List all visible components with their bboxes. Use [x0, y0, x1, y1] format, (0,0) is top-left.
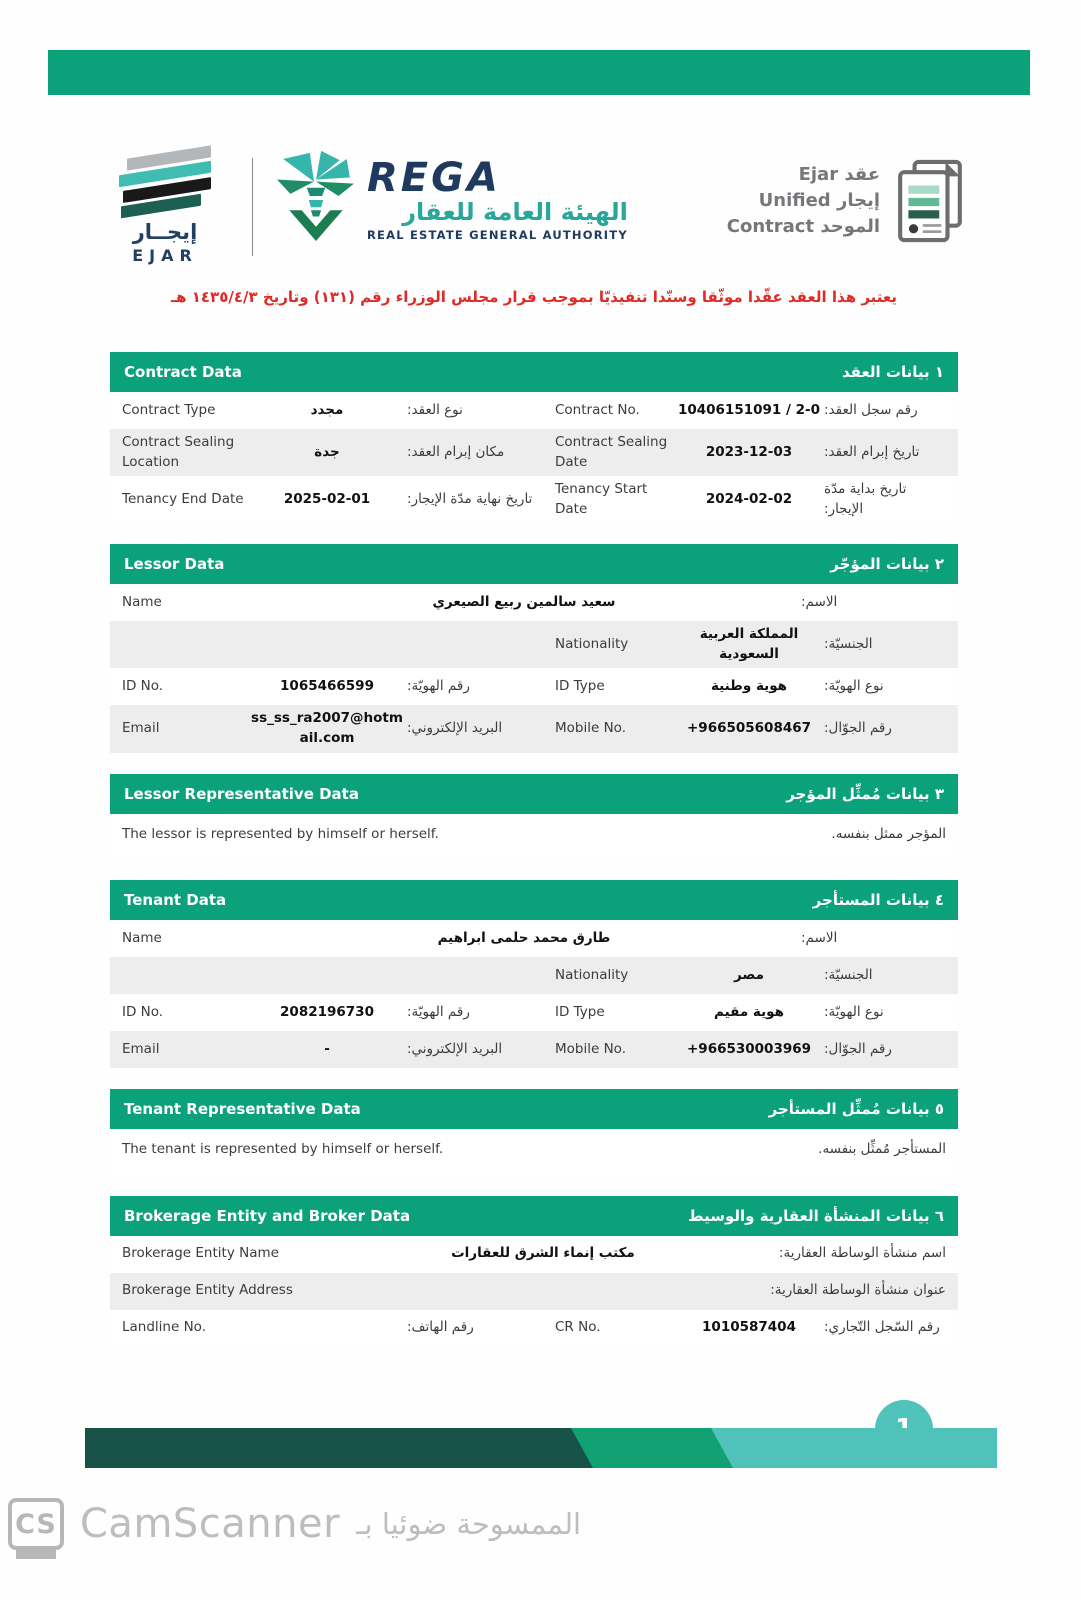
section-brokerage-data	[110, 1196, 958, 1347]
contract-document-icon	[894, 158, 966, 244]
field-value: 2025-02-01	[283, 490, 371, 507]
field-label-en: ID Type	[555, 678, 605, 695]
field-value: سعيد سالمين ربيع الصيعري	[432, 593, 616, 610]
field-value: -	[324, 1040, 330, 1057]
representative-text-ar: المؤجر ممثل بنفسه.	[831, 825, 946, 842]
field-value: +966530003969	[686, 1040, 812, 1057]
contract-sections	[110, 352, 958, 1368]
field-value: جدة	[314, 443, 340, 460]
field-label-en: Nationality	[555, 966, 629, 983]
section-tenant-data	[110, 880, 958, 1068]
field-label-en: Brokerage Entity Name	[122, 1245, 279, 1262]
field-label-ar: تاريخ نهاية مدّة الإيجار:	[407, 490, 533, 507]
representative-text-en: The lessor is represented by himself or herself.	[122, 825, 439, 842]
camscanner-label: CamScanner	[80, 1501, 341, 1547]
field-label-en: Email	[122, 720, 160, 737]
section-title-ar: ١ بيانات العقد	[841, 363, 944, 381]
document-header	[100, 150, 966, 265]
legal-notice: يعتبر هذا العقد عقّدا موثّقا وسنّدا تنفيذيّا بموجب قرار مجلس الوزراء رقم (١٣١) وتاريخ ١٤٣٥/٤/٣ هـ	[170, 288, 897, 306]
field-label-en: Contract No.	[555, 401, 640, 418]
representative-text-ar: المستأجر مُمثِّل بنفسه.	[818, 1141, 946, 1158]
table-row	[110, 1310, 958, 1347]
table-row	[110, 1129, 958, 1175]
table-row	[110, 584, 958, 621]
rega-palm-icon	[275, 150, 357, 246]
field-label-ar: مكان إبرام العقد:	[407, 443, 505, 460]
rega-subtitle: REAL ESTATE GENERAL AUTHORITY	[367, 228, 628, 243]
field-label-ar: نوع العقد:	[407, 401, 463, 418]
field-label-ar: رقم الهويّة:	[407, 1003, 470, 1020]
field-label-en: Contract Type	[122, 401, 216, 418]
field-value: +966505608467	[686, 720, 812, 737]
field-label-ar: الاسم:	[801, 929, 838, 946]
section-header-lessor-representative	[110, 774, 958, 814]
field-label-ar: الجنسيّة:	[824, 636, 873, 653]
section-title-ar: ٦ بيانات المنشأة العقارية والوسيط	[688, 1206, 944, 1225]
field-label-en: Brokerage Entity Address	[122, 1282, 293, 1299]
field-label-en: Contract Sealing Date	[555, 434, 668, 470]
field-value: 2023-12-03	[705, 443, 793, 460]
section-title-en: Contract Data	[124, 363, 242, 381]
field-label-en: ID Type	[555, 1003, 605, 1020]
field-label-en: Nationality	[555, 636, 629, 653]
field-label-ar: رقم سجل العقد:	[824, 401, 918, 418]
section-title-en: Tenant Data	[124, 891, 227, 910]
section-header-contract-data	[110, 352, 958, 392]
header-divider	[252, 158, 253, 256]
camscanner-cs-icon: CS	[8, 1498, 64, 1550]
section-header-lessor-data	[110, 544, 958, 584]
field-label-ar: رقم الهويّة:	[407, 678, 470, 695]
field-label-en: Name	[122, 929, 162, 946]
section-title-en: Lessor Data	[124, 555, 225, 574]
field-label-ar: رقم الجوّال:	[824, 1040, 892, 1057]
section-header-tenant-data	[110, 880, 958, 920]
table-row	[110, 668, 958, 705]
camscanner-arabic-label: الممسوحة ضوئيا بـ	[356, 1507, 582, 1541]
rega-wordmark: REGA	[367, 154, 501, 201]
field-value: المملكة العربية السعودية	[699, 626, 799, 662]
field-label-en: Contract Sealing Location	[122, 434, 235, 470]
field-label-ar: البريد الإلكتروني:	[407, 720, 503, 737]
badge-line-2: إيجار Unified	[758, 189, 880, 211]
field-label-ar: البريد الإلكتروني:	[407, 1040, 503, 1057]
badge-line-3: الموحد Contract	[726, 216, 880, 238]
field-label-en: Mobile No.	[555, 720, 626, 737]
unified-contract-badge	[727, 158, 966, 244]
section-contract-data	[110, 352, 958, 523]
table-row	[110, 429, 958, 476]
table-row	[110, 814, 958, 860]
bottom-bar-dark-segment	[85, 1428, 593, 1468]
field-label-en: ID No.	[122, 1003, 164, 1020]
field-value: 1065466599	[280, 678, 374, 695]
field-label-en: Tenancy Start Date	[555, 481, 648, 517]
section-title-ar: ٣ بيانات مُمثِّل المؤجر	[786, 784, 944, 803]
table-row	[110, 1236, 958, 1273]
field-label-en: Mobile No.	[555, 1040, 626, 1057]
section-title-en: Tenant Representative Data	[124, 1100, 361, 1119]
ejar-logo-arabic: إيجــار	[132, 220, 198, 244]
field-value: 1010587404	[702, 1319, 796, 1336]
table-row	[110, 392, 958, 429]
badge-line-1: عقد Ejar	[798, 163, 880, 185]
field-label-ar: رقم الهاتف:	[407, 1319, 474, 1336]
table-row	[110, 621, 958, 668]
field-value: 10406151091 / 2-0	[677, 401, 821, 418]
section-lessor-data	[110, 544, 958, 752]
table-row	[110, 920, 958, 957]
field-label-en: Tenancy End Date	[122, 490, 244, 507]
section-title-ar: ٤ بيانات المستأجر	[812, 891, 944, 910]
representative-text-en: The tenant is represented by himself or herself.	[122, 1141, 444, 1158]
field-label-ar: تاريخ بداية مدّة الإيجار:	[824, 481, 907, 517]
section-title-en: Brokerage Entity and Broker Data	[124, 1206, 411, 1225]
ejar-stripes-icon	[119, 152, 211, 212]
field-value: مصر	[733, 966, 765, 983]
table-row	[110, 1273, 958, 1310]
field-value: طارق محمد حلمى ابراهيم	[437, 929, 611, 946]
section-tenant-representative	[110, 1089, 958, 1175]
table-row	[110, 705, 958, 752]
field-value: هوية وطنية	[710, 678, 788, 695]
field-label-ar: الاسم:	[801, 593, 838, 610]
field-value: 2024-02-02	[705, 490, 793, 507]
top-accent-bar	[48, 50, 1030, 95]
table-row	[110, 1031, 958, 1068]
table-row	[110, 476, 958, 523]
field-label-ar: الجنسيّة:	[824, 966, 873, 983]
field-label-ar: عنوان منشأة الوساطة العقارية:	[770, 1282, 946, 1299]
field-label-en: Email	[122, 1040, 160, 1057]
field-value: 2082196730	[280, 1003, 374, 1020]
field-value: مجدد	[310, 401, 344, 418]
field-value: هوية مقيم	[714, 1003, 784, 1020]
field-label-ar: نوع الهويّة:	[824, 1003, 884, 1020]
camscanner-watermark	[8, 1498, 581, 1550]
table-row	[110, 957, 958, 994]
section-title-ar: ٢ بيانات المؤجّر	[830, 555, 944, 574]
section-title-ar: ٥ بيانات مُمثِّل المستأجر	[768, 1100, 944, 1119]
field-value: مكتب إنماء الشرق للعقارات	[451, 1245, 635, 1262]
rega-logo	[275, 150, 628, 246]
field-label-en: CR No.	[555, 1319, 601, 1336]
ejar-logo-english: EJAR	[132, 246, 198, 265]
table-row	[110, 994, 958, 1031]
ejar-logo	[105, 152, 225, 265]
section-header-brokerage-data	[110, 1196, 958, 1236]
section-title-en: Lessor Representative Data	[124, 784, 359, 803]
field-label-ar: اسم منشأة الوساطة العقارية:	[778, 1245, 946, 1262]
bottom-page-bar	[85, 1428, 997, 1468]
field-label-ar: رقم الجوّال:	[824, 720, 892, 737]
field-label-en: Landline No.	[122, 1319, 206, 1336]
field-label-en: ID No.	[122, 678, 164, 695]
rega-arabic-name: الهيئة العامة للعقار	[402, 197, 628, 226]
section-lessor-representative	[110, 774, 958, 860]
field-label-ar: رقم السّجل التّجاري:	[824, 1319, 940, 1336]
field-label-ar: نوع الهويّة:	[824, 678, 884, 695]
section-header-tenant-representative	[110, 1089, 958, 1129]
field-value: ss_ss_ra2007@hotmail.com	[251, 710, 403, 746]
field-label-ar: تاريخ إبرام العقد:	[824, 443, 920, 460]
field-label-en: Name	[122, 593, 162, 610]
